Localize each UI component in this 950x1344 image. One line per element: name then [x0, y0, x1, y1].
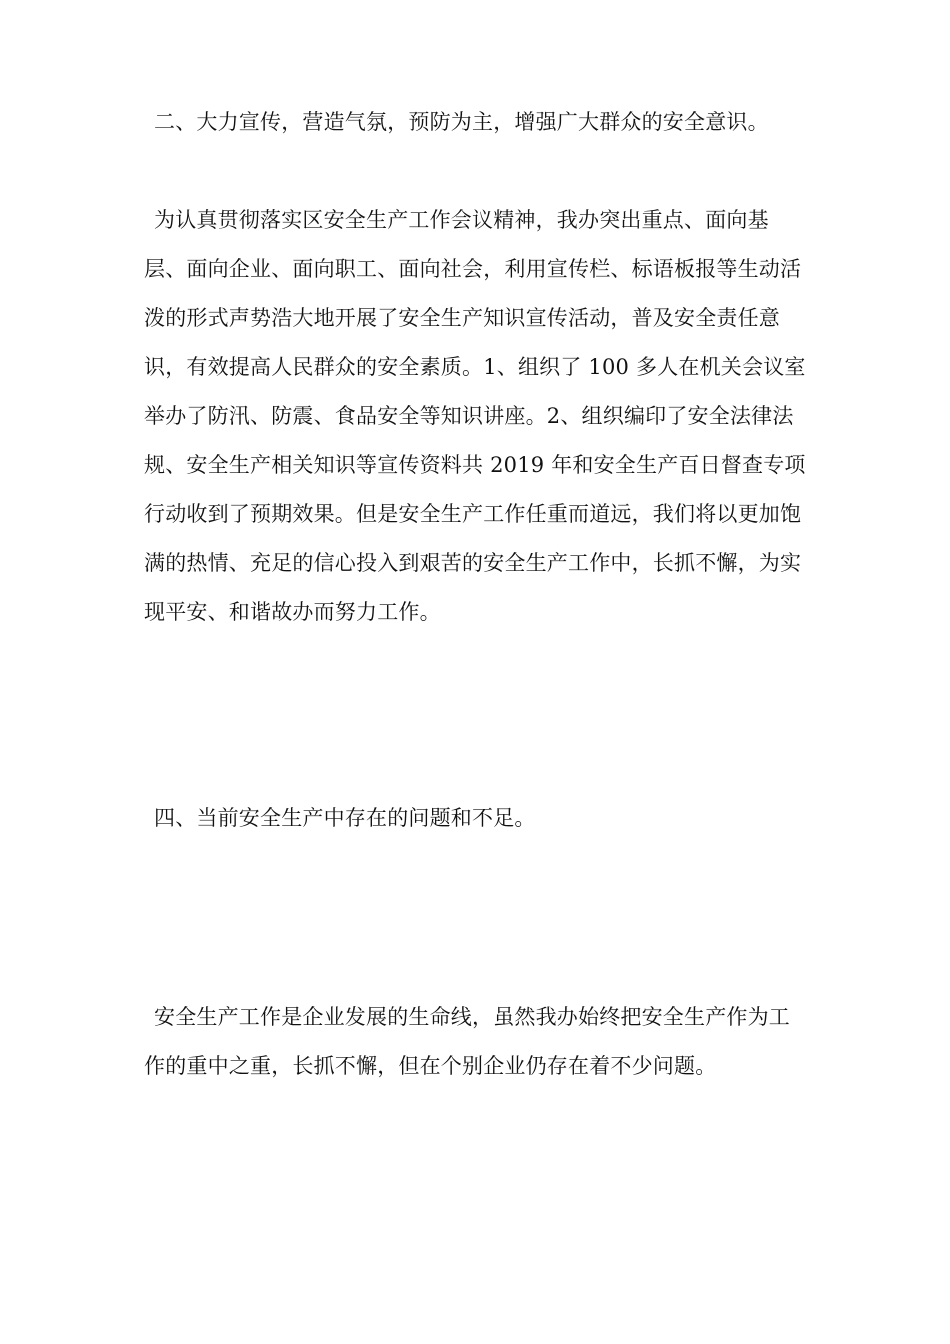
section-four-body: 安全生产工作是企业发展的生命线，虽然我办始终把安全生产作为工作的重中之重，长抓不懈，但在个别企业仍存在着不少问题。 [144, 1005, 790, 1078]
section-two-heading: 二、大力宣传，营造气氛，预防为主，增强广大群众的安全意识。 [154, 110, 769, 134]
section-two-body: 为认真贯彻落实区安全生产工作会议精神，我办突出重点、面向基层、面向企业、面向职工、面向社会，利用宣传栏、标语板报等生动活泼的形式声势浩大地开展了安全生产知识宣传活动，普及安全责任意识，有效提高人民群众的安全素质。1、组织了 100 多人在机关会议室举办了防汛、防震、食品安全等知识讲座。2、组织编印了安全法律法规、安全生产相关知识等宣传资料共 2019 年和安全生产百日督查专项行动收到了预期效果。但是安全生产工作任重而道远，我们将以更加饱满的热情、充足的信心投入到艰苦的安全生产工作中，长抓不懈，为实现平安、和谐故办而努力工作。 [144, 208, 806, 624]
section-four-heading: 四、当前安全生产中存在的问题和不足。 [154, 806, 536, 830]
